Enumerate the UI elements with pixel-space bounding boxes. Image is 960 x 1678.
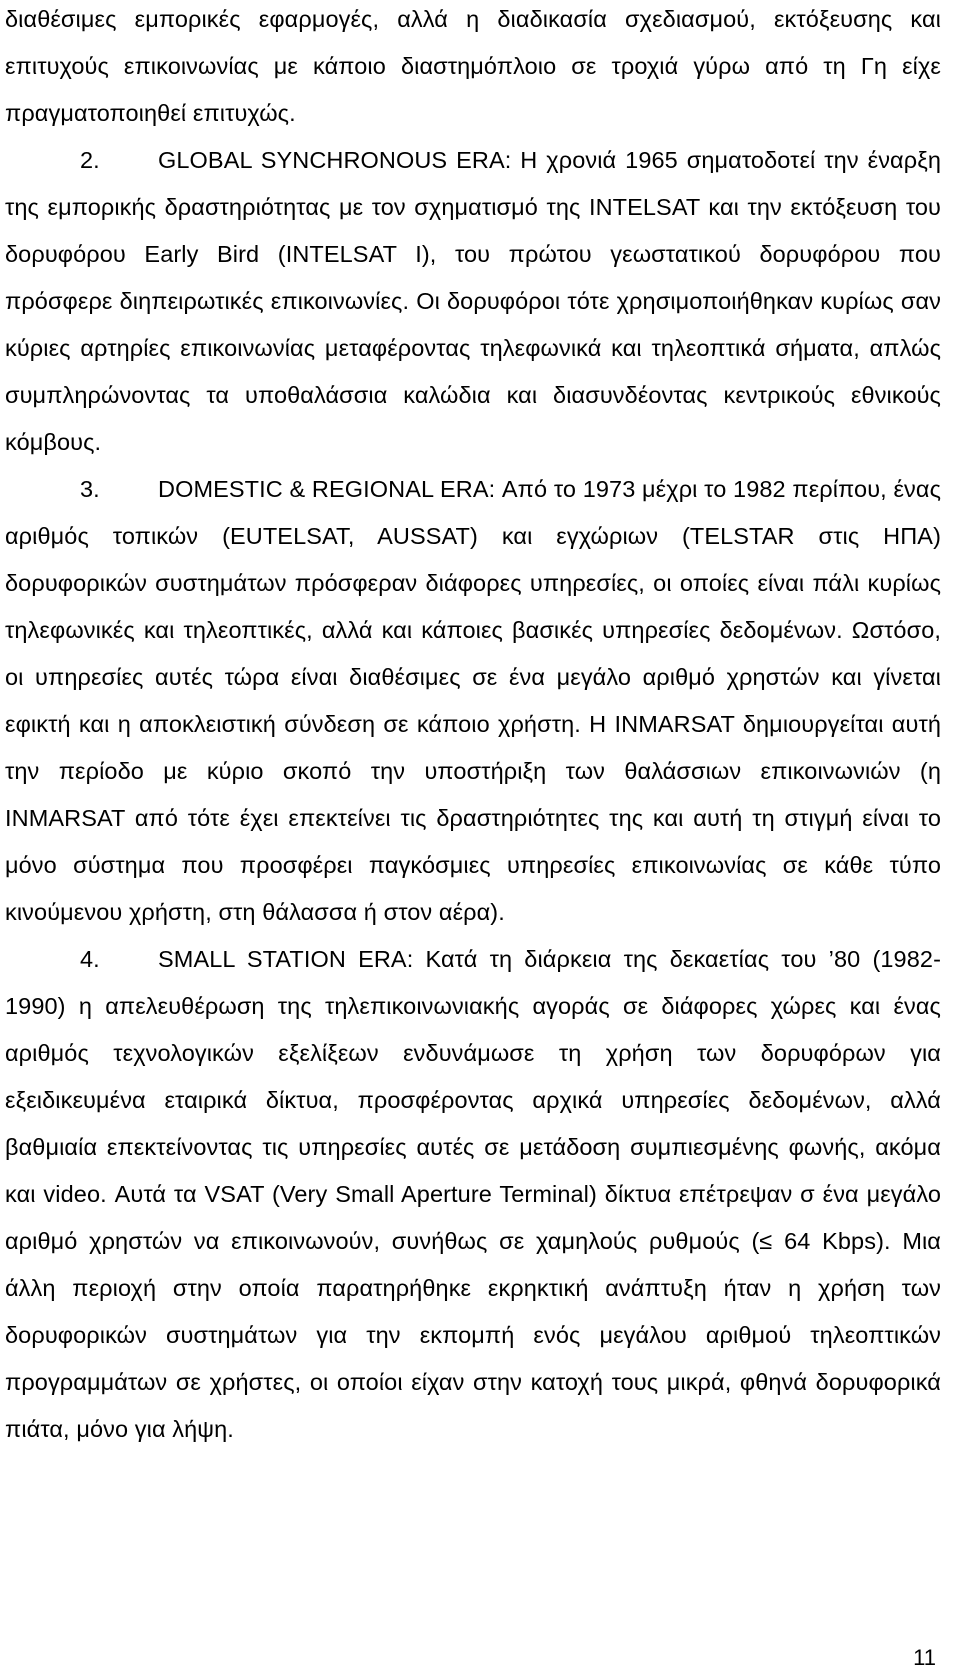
list-item	[5, 466, 941, 936]
item-number: 4.	[80, 946, 100, 972]
page-number: 11	[913, 1645, 936, 1670]
item-text: DOMESTIC & REGIONAL ERA: Από το 1973 μέχρι το 1982 περίπου, ένας αριθμός τοπικών (EUTELSAT, AUSSAT) και εγχώριων (TELSTAR στις ΗΠΑ) δορυφορικών συστημάτων πρόσφεραν διάφορες υπηρεσίες, οι οποίες είναι πάλι κυρίως τηλεφωνικές και τηλεοπτικές, αλλά και κάποιες βασικές υπηρεσίες δεδομένων. Ωστόσο, οι υπηρεσίες αυτές τώρα είναι διαθέσιμες σε ένα μεγάλο αριθμό χρηστών και γίνεται εφικτή και η αποκλειστική σύνδεση σε κάποιο χρήστη. Η INMARSAT δημιουργείται αυτή την περίοδο με κύριο σκοπό την υποστήριξη των θαλάσσιων επικοινωνιών (η INMARSAT από τότε έχει επεκτείνει τις δραστηριότητες της και αυτή τη στιγμή είναι το μόνο σύστημα που προσφέρει παγκόσμιες υπηρεσίες επικοινωνίας σε κάθε τύπο κινούμενου χρήστη, στη θάλασσα ή στον αέρα).	[5, 476, 941, 925]
list-item	[5, 137, 941, 466]
document-page	[5, 0, 941, 1453]
item-text: SMALL STATION ERA: Κατά τη διάρκεια της δεκαετίας του ’80 (1982-1990) η απελευθέρωση της τηλεπικοινωνιακής αγοράς σε διάφορες χώρες και ένας αριθμός τεχνολογικών εξελίξεων ενδυνάμωσε τη χρήση των δορυφόρων για εξειδικευμένα εταιρικά δίκτυα, προσφέροντας αρχικά υπηρεσίες δεδομένων, αλλά βαθμιαία επεκτείνοντας τις υπηρεσίες αυτές σε μετάδοση συμπιεσμένης φωνής, ακόμα και video. Αυτά τα VSAT (Very Small Aperture Terminal) δίκτυα επέτρεψαν σ ένα μεγάλο αριθμό χρηστών να επικοινωνούν, συνήθως σε χαμηλούς ρυθμούς (≤ 64 Kbps). Μια άλλη περιοχή στην οποία παρατηρήθηκε εκρηκτική ανάπτυξη ήταν η χρήση των δορυφορικών συστημάτων για την εκπομπή ενός μεγάλου αριθμού τηλεοπτικών προγραμμάτων σε χρήστες, οι οποίοι είχαν στην κατοχή τους μικρά, φθηνά δορυφορικά πιάτα, μόνο για λήψη.	[5, 946, 941, 1442]
item-text: GLOBAL SYNCHRONOUS ERA: Η χρονιά 1965 σηματοδοτεί την έναρξη της εμπορικής δραστηριότητας με τον σχηματισμό της INTELSAT και την εκτόξευση του δορυφόρου Early Bird (INTELSAT I), του πρώτου γεωστατικού δορυφόρου που πρόσφερε διηπειρωτικές επικοινωνίες. Οι δορυφόροι τότε χρησιμοποιήθηκαν κυρίως σαν κύριες αρτηρίες επικοινωνίας μεταφέροντας τηλεφωνικά και τηλεοπτικά σήματα, απλώς συμπληρώνοντας τα υποθαλάσσια καλώδια και διασυνδέοντας κεντρικούς εθνικούς κόμβους.	[5, 147, 941, 455]
item-number: 3.	[80, 476, 100, 502]
item-number: 2.	[80, 147, 100, 173]
intro-paragraph: διαθέσιμες εμπορικές εφαρμογές, αλλά η διαδικασία σχεδιασμού, εκτόξευσης και επιτυχούς επικοινωνίας με κάποιο διαστημόπλοιο σε τροχιά γύρω από τη Γη είχε πραγματοποιηθεί επιτυχώς.	[5, 6, 941, 126]
list-item	[5, 936, 941, 1453]
